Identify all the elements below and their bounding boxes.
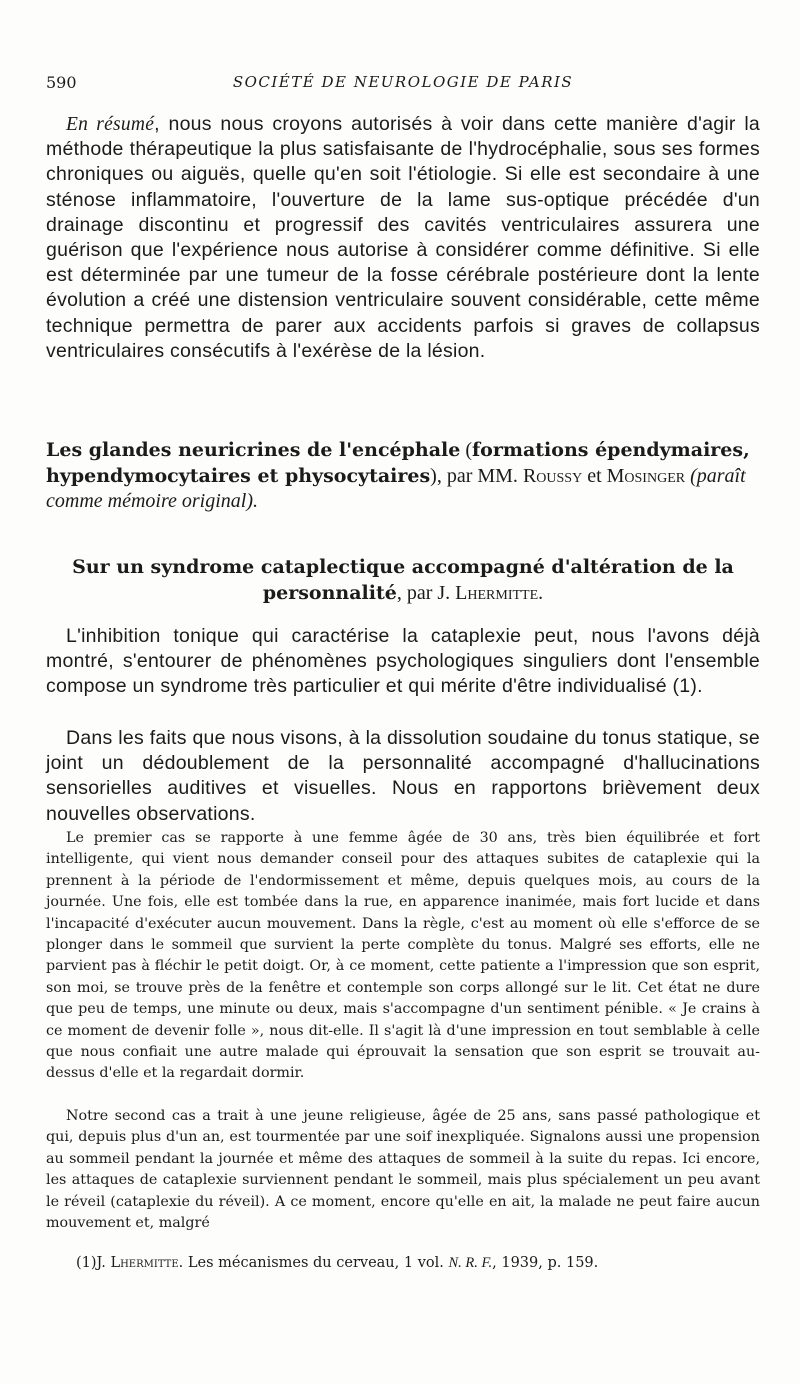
article-1-author-roussy: Roussy (522, 464, 583, 487)
article-2-by: , par J. (396, 581, 456, 604)
footnote-journal: N. R. F. (448, 1255, 493, 1271)
article-2-period: . (538, 581, 544, 604)
page-number: 590 (46, 73, 77, 92)
footnote-author: Lhermitte (110, 1255, 179, 1271)
footnote-end: , 1939, p. 159. (492, 1255, 599, 1271)
article-1-title-by: ), par MM. (430, 464, 523, 487)
article-title-syndrome (46, 555, 760, 606)
case-two-text: Notre second cas a trait à une jeune religieuse, âgée de 25 ans, sans passé pathologique et qui, depuis plus d'un an, est tourmentée par une soif inexpliquée. Signalons aussi une propension au sommeil pendant la journée et même des attaques de sommeil à la suite du repas. Ici encore, les attaques de cataplexie surviennent pendant le sommeil, mais plus spécialement un peu avant le réveil (cataplexie du réveil). A ce moment, encore qu'elle en ait, la malade ne peut faire aucun mouvement et, malgré (46, 1108, 760, 1232)
article-1-note: (paraît comme mémoire original). (46, 464, 746, 512)
article-2-author: Lhermitte (455, 581, 539, 604)
article-1-joiner: et (582, 464, 607, 487)
resume-lead: En résumé (66, 114, 155, 135)
paragraph-resume (46, 112, 760, 364)
article-1-title-part-2: formations épendymaires, hypendymocytaires et physocytaires (46, 439, 750, 487)
article-1-title-paren: ( (460, 439, 472, 461)
footnote (76, 1253, 776, 1273)
running-title: SOCIÉTÉ DE NEUROLOGIE DE PARIS (232, 73, 574, 91)
case-one-text: Le premier cas se rapporte à une femme âgée de 30 ans, très bien équilibrée et fort intelligente, qui vient nous demander conseil pour des attaques subites de cataplexie qui la prennent à la période de l'endormissement et même, depuis quelques mois, au cours de la journée. Une fois, elle est tombée dans la rue, en apparence inanimée, mais fort lucide et dans l'incapacité d'exécuter aucun mouvement. Dans la règle, c'est au moment où elle s'efforce de se plonger dans le sommeil que survient la perte complète du tonus. Malgré ses efforts, elle ne parvient pas à fléchir le petit doigt. Or, à ce moment, cette patiente a l'impression que son esprit, son moi, se trouve près de la fenêtre et contemple son corps allongé sur le lit. Cet état ne dure que peu de temps, une minute ou deux, mais s'accompagne d'un sentiment pénible. « Je crains à ce moment de devenir folle », nous dit-elle. Il s'agit là d'une impression en tout semblable à celle que nous confiait une autre malade qui éprouvait la sensation que son esprit se trouvait au-dessus d'elle et la regardait dormir. (46, 830, 760, 1082)
article-title-glandes (46, 438, 760, 515)
page-header (46, 73, 760, 97)
paragraph-dissolution: Dans les faits que nous visons, à la dissolution soudaine du tonus statique, se joint un dédoublement de la personnalité accompagné d'hallucinations sensorielles auditives et visuelles. Nous en rapportons brièvement deux nouvelles observations. (46, 727, 760, 825)
resume-text: , nous nous croyons autorisés à voir dans cette manière d'agir la méthode thérapeutique la plus satisfaisante de l'hydrocéphalie, sous ses formes chroniques ou aiguës, quelle qu'en soit l'étiologie. Si elle est secondaire à une sténose inflammatoire, l'ouverture de la lame sus-optique précédée d'un drainage discontinu et progressif des cavités ventriculaires assurera une guérison que l'expérience nous autorise à considérer comme définitive. Si elle est déterminée par une tumeur de la fosse cérébrale postérieure dont la lente évolution a créé une distension ventriculaire souvent considérable, cette même technique permettra de parer aux accidents parfois si graves de collapsus ventriculaires consécutifs à l'exérèse de la lésion. (46, 113, 760, 362)
article-2-title: Sur un syndrome cataplectique accompagné d'altération de la personnalité (72, 556, 734, 604)
footnote-marker: (1)J. (76, 1255, 111, 1271)
paragraph-inhibition: L'inhibition tonique qui caractérise la cataplexie peut, nous l'avons déjà montré, s'entourer de phénomènes psychologiques singuliers dont l'ensemble compose un syndrome très particulier et qui mérite d'être individualisé (1). (46, 625, 760, 698)
footnote-text: . Les mécanismes du cerveau, 1 vol. (178, 1255, 449, 1271)
article-1-author-mosinger: Mosinger (606, 464, 686, 487)
article-1-title-part-1: Les glandes neuricrines de l'encéphale (46, 439, 461, 461)
